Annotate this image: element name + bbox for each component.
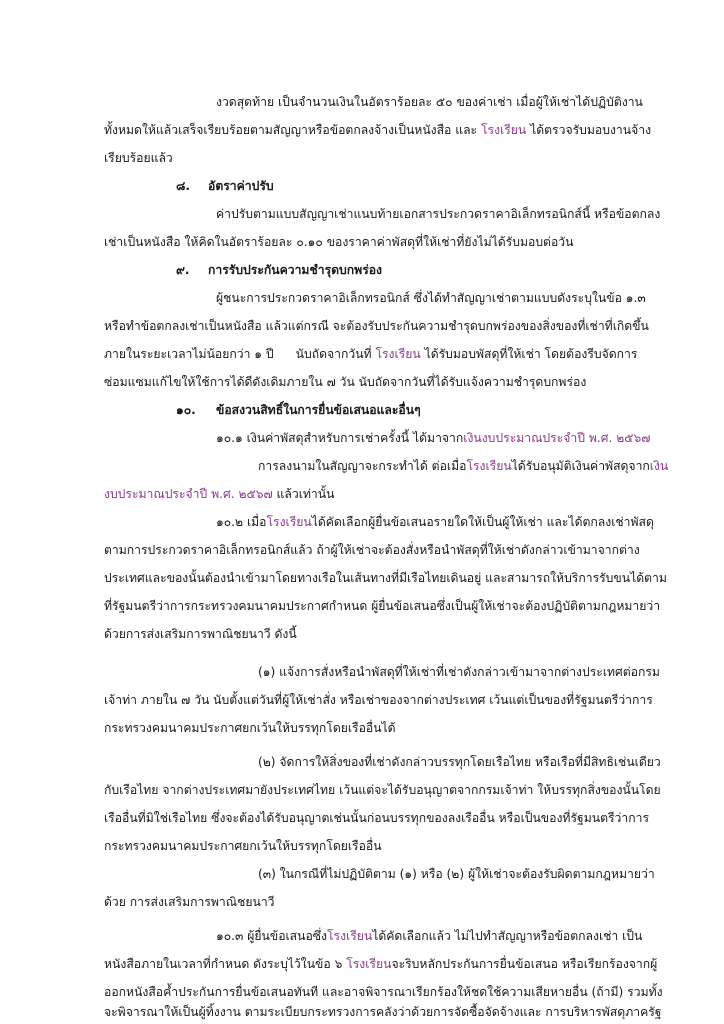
section-8-line-2: เช่าเป็นหนังสือ ให้คิดในอัตราร้อยละ ๐.๑๐ ของราคาค่าพัสดุที่ให้เช่าที่ยังไม่ได้รับมอบต่อวัน	[104, 235, 574, 249]
clause-10-2-line-2: ตามการประกวดราคาอิเล็กทรอนิกส์แล้ว ถ้าผู้ให้เช่าจะต้องสั่งหรือนำพัสดุที่ให้เช่าดังกล่าวเข้ามาจากต่าง	[104, 543, 640, 557]
clause-10-3-line-3: ออกหนังสือค้ำประกันการยื่นข้อเสนอทันที และอาจพิจารณาเรียกร้องให้ชดใช้ความเสียหายอื่น (ถ้ามี) รวมทั้ง	[104, 985, 663, 999]
section-9-line-1: ผู้ชนะการประกวดราคาอิเล็กทรอนิกส์ ซึ่งได้ทำสัญญาเช่าตามแบบดังระบุในข้อ ๑.๓	[216, 291, 646, 305]
item-2-line-1: (๒) จัดการให้สิ่งของที่เช่าดังกล่าวบรรทุกโดยเรือไทย หรือเรือที่มีสิทธิเช่นเดียว	[258, 755, 661, 769]
item-1-line-3: กระทรวงคมนาคมประกาศยกเว้นให้บรรทุกโดยเรืออื่นได้	[104, 721, 396, 735]
clause-10-2-line-1: ๑๐.๒ เมื่อโรงเรียนได้คัดเลือกผู้ยื่นข้อเสนอรายใดให้เป็นผู้ให้เช่า และได้ตกลงเช่าพัสดุ	[216, 515, 654, 529]
school-highlight: โรงเรียน	[266, 515, 312, 529]
clause-10-2-line-4: ที่รัฐมนตรีว่าการกระทรวงคมนาคมประกาศกำหนด ผู้ยื่นข้อเสนอซึ่งเป็นผู้ให้เช่าจะต้องปฏิบัติตามกฎหมายว่า	[104, 599, 661, 613]
item-2-line-3: เรืออื่นที่มิใช่เรือไทย ซึ่งจะต้องได้รับอนุญาตเช่นนั้นก่อนบรรทุกของลงเรืออื่น หรือเป็นของที่รัฐมนตรีว่าการ	[104, 811, 649, 825]
intro-line-1: งวดสุดท้าย เป็นจำนวนเงินในอัตราร้อยละ ๕๐ ของค่าเช่า เมื่อผู้ให้เช่าได้ปฏิบัติงาน	[216, 95, 643, 109]
item-3-line-1: (๓) ในกรณีที่ไม่ปฏิบัติตาม (๑) หรือ (๒) ผู้ให้เช่าจะต้องรับผิดตามกฎหมายว่า	[258, 867, 655, 881]
item-1-line-1: (๑) แจ้งการสั่งหรือนำพัสดุที่ให้เช่าที่เช่าดังกล่าวเข้ามาจากต่างประเทศต่อกรม	[258, 665, 660, 679]
school-highlight: โรงเรียน	[327, 929, 373, 943]
clause-10-3-line-4: จะพิจารณาให้เป็นผู้ทิ้งงาน ตามระเบียบกระทรวงการคลังว่าด้วยการจัดซื้อจัดจ้างและ การบริหารพัสดุภาครัฐ	[104, 1005, 662, 1019]
item-2-line-2: กับเรือไทย จากต่างประเทศมายังประเทศไทย เว้นแต่จะได้รับอนุญาตจากกรมเจ้าท่า ให้บรรทุกสิ่งของนั้นโดย	[104, 783, 661, 797]
school-highlight: โรงเรียน	[346, 957, 392, 971]
school-highlight: โรงเรียน	[466, 459, 512, 473]
school-highlight: โรงเรียน	[375, 347, 421, 361]
section-9-line-2: หรือทำข้อตกลงเช่าเป็นหนังสือ แล้วแต่กรณี จะต้องรับประกันความชำรุดบกพร่องของสิ่งของที่เช่าที่เกิดขึ้น	[104, 319, 649, 333]
section-10-heading: ข้อสงวนสิทธิ์ในการยื่นข้อเสนอและอื่นๆ	[216, 403, 421, 417]
item-3-line-2: ด้วย การส่งเสริมการพาณิชยนาวี	[104, 895, 275, 909]
budget-highlight: เงินงบประมาณประจำปี พ.ศ. ๒๕๖๗	[463, 431, 651, 445]
section-9-line-3: ภายในระยะเวลาไม่น้อยกว่า ๑ ปี นับถัดจากวันที่ โรงเรียน ได้รับมอบพัสดุที่ให้เช่า โดยต้องรีบจัดการ	[104, 347, 638, 361]
section-9-number: ๙.	[176, 263, 190, 277]
section-8-number: ๘.	[176, 179, 191, 193]
section-9-line-4: ซ่อมแซมแก้ไขให้ใช้การได้ดีดังเดิมภายใน ๗ วัน นับถัดจากวันที่ได้รับแจ้งความชำรุดบกพร่อง	[104, 375, 587, 389]
clause-10-1-line-3: งบประมาณประจำปี พ.ศ. ๒๕๖๗ แล้วเท่านั้น	[104, 487, 335, 501]
section-8-line-1: ค่าปรับตามแบบสัญญาเช่าแนบท้ายเอกสารประกวดราคาอิเล็กทรอนิกส์นี้ หรือข้อตกลง	[216, 207, 661, 221]
school-highlight: โรงเรียน	[480, 123, 527, 137]
intro-line-3: เรียบร้อยแล้ว	[104, 151, 173, 165]
intro-line-2: ทั้งหมดให้แล้วเสร็จเรียบร้อยตามสัญญาหรือข้อตกลงจ้างเป็นหนังสือ และ โรงเรียน ได้ตรวจรับมอบงานจ้าง	[104, 123, 652, 137]
clause-10-2-line-5: ด้วยการส่งเสริมการพาณิชยนาวี ดังนี้	[104, 627, 297, 641]
clause-10-1-line-2: การลงนามในสัญญาจะกระทำได้ ต่อเมื่อโรงเรียนได้รับอนุมัติเงินค่าพัสดุจากเงิน	[258, 459, 669, 473]
section-8-heading: อัตราค่าปรับ	[208, 179, 274, 193]
clause-10-3-line-2: หนังสือภายในเวลาที่กำหนด ดังระบุไว้ในข้อ ๖ โรงเรียนจะริบหลักประกันการยื่นข้อเสนอ หรือเรียกร้องจากผู้	[104, 957, 658, 971]
item-2-line-4: กระทรวงคมนาคมประกาศยกเว้นให้บรรทุกโดยเรืออื่น	[104, 839, 382, 853]
budget-highlight: งบประมาณประจำปี พ.ศ. ๒๕๖๗	[104, 487, 273, 501]
item-1-line-2: เจ้าท่า ภายใน ๗ วัน นับตั้งแต่วันที่ผู้ให้เช่าสั่ง หรือเช่าของจากต่างประเทศ เว้นแต่เป็นของที่รัฐมนตรีว่าการ	[104, 693, 653, 707]
section-9-heading: การรับประกันความชำรุดบกพร่อง	[208, 263, 383, 277]
clause-10-3-line-1: ๑๐.๓ ผู้ยื่นข้อเสนอซึ่งโรงเรียนได้คัดเลือกแล้ว ไม่ไปทำสัญญาหรือข้อตกลงเช่า เป็น	[216, 929, 643, 943]
clause-10-1-line-1: ๑๐.๑ เงินค่าพัสดุสำหรับการเช่าครั้งนี้ ได้มาจากเงินงบประมาณประจำปี พ.ศ. ๒๕๖๗	[216, 431, 651, 445]
clause-10-2-line-3: ประเทศและของนั้นต้องนำเข้ามาโดยทางเรือในเส้นทางที่มีเรือไทยเดินอยู่ และสามารถให้บริการรับขนได้ตาม	[104, 571, 667, 585]
section-10-number: ๑๐.	[176, 403, 196, 417]
